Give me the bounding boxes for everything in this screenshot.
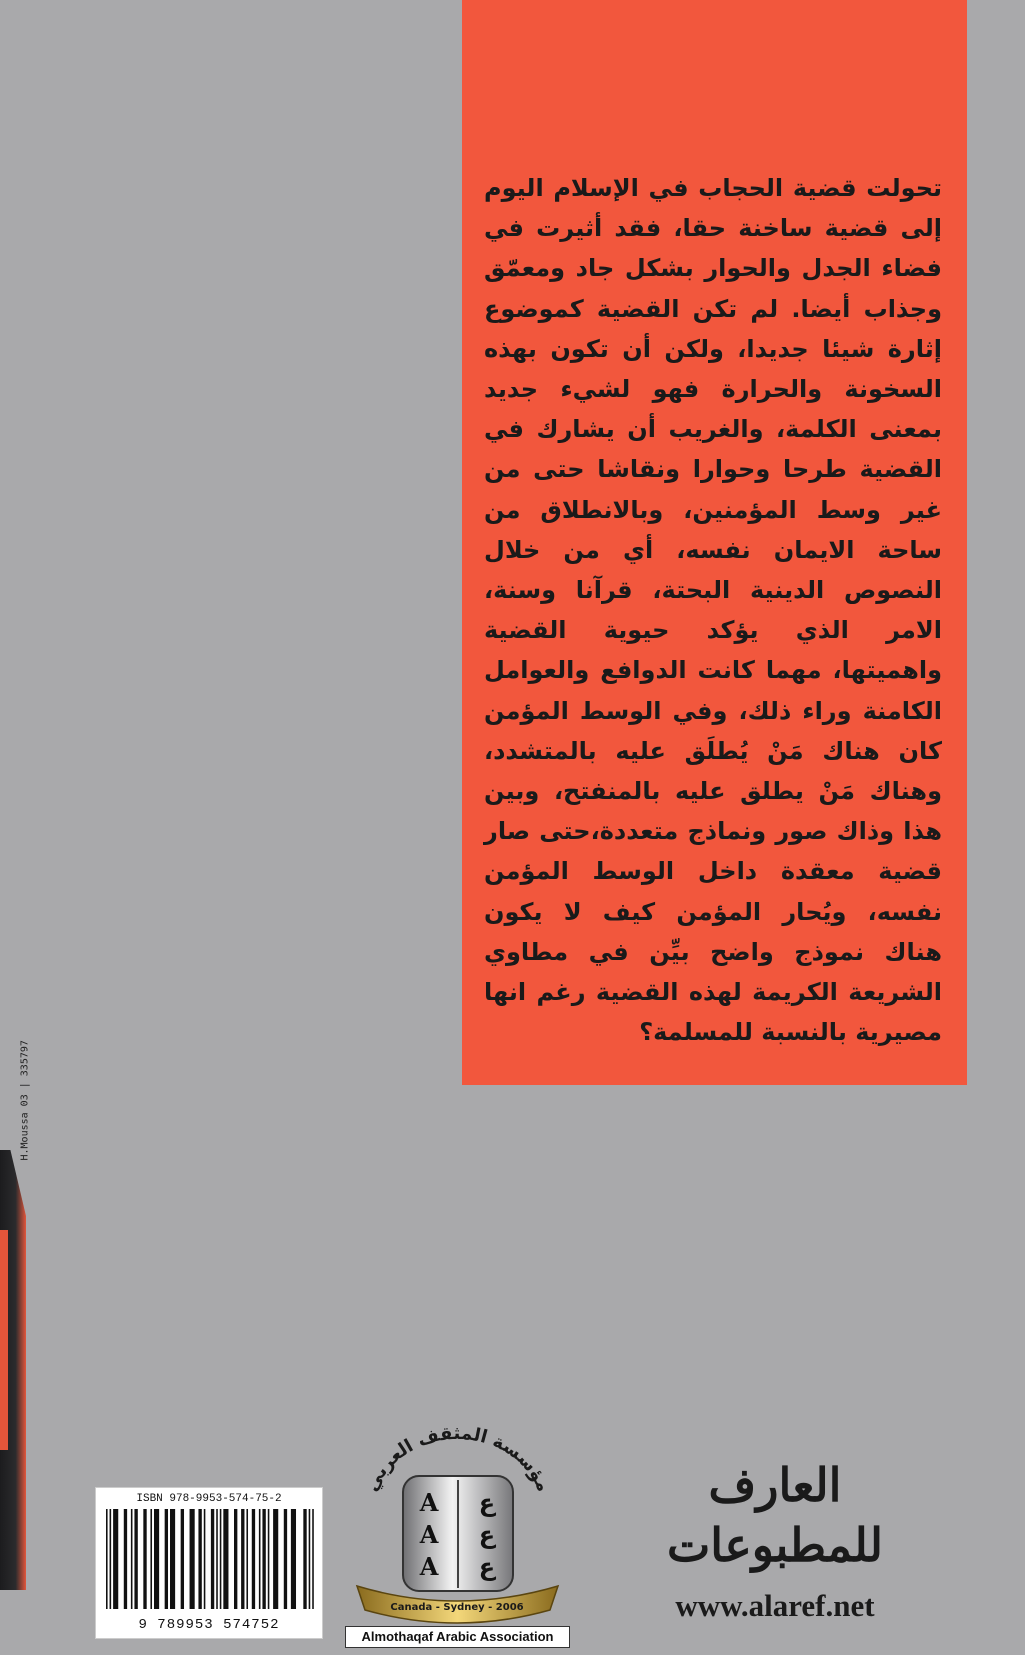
association-name-label: Almothaqaf Arabic Association [345,1626,570,1648]
barcode-bar [241,1509,244,1609]
barcode-bar [134,1509,137,1609]
barcode-bar [198,1509,201,1609]
blurb-text: تحولت قضية الحجاب في الإسلام اليوم إلى قضية ساخنة حقا، فقد أثيرت في فضاء الجدل والحوار بشكل جاد ومعمّق وجذاب أيضا. لم تكن القضية كموضوع إثارة شيئا جديدا، ولكن أن تكون بهذه السخونة والحرارة فهو لشيء جديد بمعنى الكلمة، والغريب أن يشارك في القضية طرحا وحوارا ونقاشا حتى من غير وسط المؤمنين، وبالانطلاق من ساحة الايمان نفسه، أي من خلال النصوص الدينية البحتة، قرآنا وسنة، الامر الذي يؤكد حيوية القضية واهميتها، مهما كانت الدوافع والعوامل الكامنة وراء ذلك، وفي الوسط المؤمن كان هناك مَنْ يُطلَق عليه بالمتشدد، وهناك مَنْ يطلق عليه بالمنفتح، وبين هذا وذاك صور ونماذج متعددة،حتى صار قضية معقدة داخل الوسط المؤمن نفسه، ويُحار المؤمن كيف لا يكون هناك نموذج واضح بيِّن في مطاوي الشريعة الكريمة لهذه القضية رغم انها مصيرية بالنسبة للمسلمة؟ [484,174,942,1047]
barcode-digits: 9 789953 574752 [138,1617,280,1633]
publisher-url: www.alaref.net [675,1588,875,1623]
barcode-bar [223,1509,228,1609]
barcode-bar [131,1509,133,1609]
barcode-bar [204,1509,206,1609]
barcode-bar [303,1509,306,1609]
barcode-bar [106,1509,108,1609]
barcode-bar [284,1509,287,1609]
barcode-bar [190,1509,195,1609]
barcode-bar [165,1509,168,1609]
publisher-block [640,1455,910,1623]
edge-accent-stripe [0,1230,8,1450]
barcode-bar [252,1509,255,1609]
barcode-bar [143,1509,146,1609]
publisher-logo: العارف للمطبوعات [667,1458,883,1572]
barcode-bar [181,1509,184,1609]
barcode-bar [150,1509,152,1609]
blurb-box [462,0,967,1085]
emblem-letter-right: ع [478,1489,496,1517]
barcode-bar [220,1509,222,1609]
barcode-bar [211,1509,214,1609]
barcode-bar [262,1509,265,1609]
barcode-bars [106,1509,314,1609]
association-arc-text: مؤسسة المثقف العربي [361,1422,554,1495]
cover-edge-strip [0,1150,26,1590]
barcode-bar [124,1509,127,1609]
isbn-label: ISBN 978-9953-574-75-2 [136,1493,282,1505]
barcode-bar [246,1509,248,1609]
isbn-barcode [95,1487,323,1639]
association-logo [345,1418,570,1648]
barcode-bar [234,1509,237,1609]
emblem-letter-left: A [419,1552,439,1581]
emblem-letter-left: A [419,1488,439,1517]
emblem-ribbon-text: Canada - Sydney - 2006 [390,1602,524,1613]
barcode-bar [216,1509,218,1609]
barcode-bar [113,1509,118,1609]
barcode-bar [273,1509,278,1609]
barcode-bar [154,1509,159,1609]
barcode-bar [170,1509,175,1609]
barcode-bar [259,1509,261,1609]
spine-code: H.Moussa 03 | 335797 [19,1040,31,1161]
barcode-bar [110,1509,112,1609]
emblem-letter-right: ع [478,1521,496,1549]
emblem-letter-right: ع [478,1553,496,1581]
association-emblem-icon [345,1418,570,1628]
barcode-bar [291,1509,296,1609]
barcode-bar [312,1509,314,1609]
emblem-letter-left: A [419,1520,439,1549]
barcode-bar [309,1509,311,1609]
barcode-bar [268,1509,270,1609]
